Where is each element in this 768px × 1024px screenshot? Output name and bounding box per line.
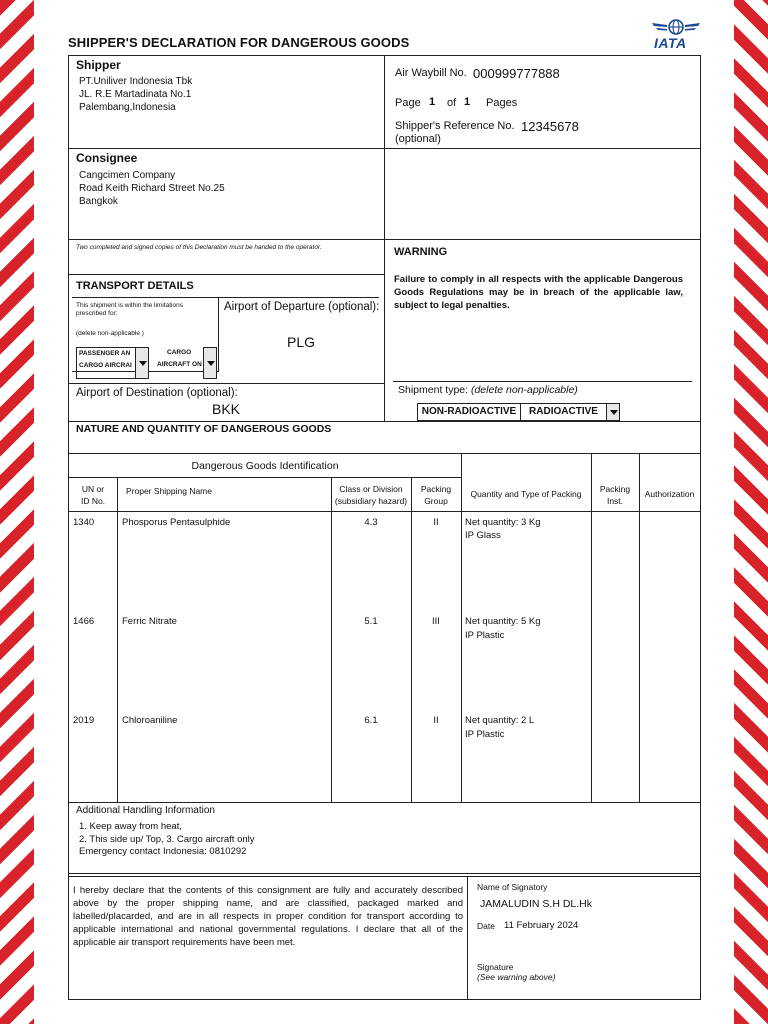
right-hazard-stripe: [734, 0, 768, 1024]
row-pack[interactable]: IP Plastic: [465, 630, 505, 641]
passenger-label-2: CARGO AIRCRAI: [79, 362, 132, 369]
shipment-type-label: [398, 384, 578, 396]
declaration-top-line: [69, 876, 700, 877]
shipment-type-note: (delete non-applicable): [470, 384, 578, 396]
col-header-pi-2: Inst.: [606, 496, 624, 506]
warning-body: Failure to comply in all respects with the applicable Dangerous Goods Regulations may be in breach of the applicable law, subject to legal penalties.: [394, 274, 683, 311]
table-bottom: [69, 802, 700, 803]
col-header-qty: Quantity and Type of Packing: [470, 489, 582, 499]
col-line-qty: [461, 453, 462, 802]
row-pg[interactable]: II: [433, 517, 439, 528]
radioactive-option[interactable]: RADIOACTIVE: [520, 403, 606, 421]
nature-heading-bottom-line: [69, 453, 700, 454]
col-header-class-2: (subsidiary hazard): [334, 496, 408, 506]
passenger-dropdown-icon[interactable]: [135, 347, 149, 379]
shipper-bottom-line: [69, 148, 700, 149]
row-name[interactable]: Chloroaniline: [122, 715, 178, 726]
delete-note: (delete non-applicable ): [76, 330, 144, 337]
destination-value[interactable]: BKK: [212, 401, 241, 417]
row-pack[interactable]: IP Glass: [465, 530, 501, 541]
col-header-pg-2: Group: [424, 496, 448, 506]
col-header-pg-1: Packing: [420, 484, 452, 494]
page-label: Page: [395, 97, 421, 109]
declaration-form: [68, 55, 701, 1000]
signatory-value[interactable]: JAMALUDIN S.H DL.Hk: [480, 898, 593, 910]
col-header-auth: Authorization: [644, 489, 695, 499]
iata-logo: [650, 18, 702, 52]
handling-line: Emergency contact Indonesia: 0810292: [79, 846, 247, 857]
row-un[interactable]: 2019: [73, 715, 95, 726]
row-un[interactable]: 1466: [73, 616, 95, 627]
row-class[interactable]: 6.1: [364, 715, 378, 726]
awb-label: Air Waybill No.: [395, 67, 467, 79]
signatory-label: Name of Signatory: [477, 882, 548, 892]
row-name[interactable]: Ferric Nitrate: [122, 616, 177, 627]
limits-note: This shipment is within the limitations prescribed for:: [76, 302, 183, 317]
row-qty[interactable]: Net quantity: 2 L: [465, 715, 535, 726]
departure-label: Airport of Departure (optional):: [224, 301, 380, 313]
col-header-class-1: Class or Division: [339, 484, 403, 494]
page-total[interactable]: 1: [464, 96, 471, 108]
row-pack[interactable]: IP Plastic: [465, 729, 505, 740]
ref-optional: (optional): [395, 133, 441, 145]
identification-heading: Dangerous Goods Identification: [191, 460, 339, 472]
row-qty[interactable]: Net quantity: 3 Kg: [465, 517, 541, 528]
ident-heading-line: [69, 477, 461, 478]
left-hazard-stripe: [0, 0, 34, 1024]
col-header-pi-1: Packing: [599, 484, 631, 494]
consignee-address: [79, 169, 225, 208]
col-header-un-2: ID No.: [80, 496, 106, 506]
handling-heading: Additional Handling Information: [76, 805, 215, 816]
cargo-only-select[interactable]: [153, 347, 205, 379]
handling-line: 1. Keep away from heat,: [79, 821, 182, 832]
page-number[interactable]: 1: [429, 96, 436, 108]
shipper-line: Palembang,Indonesia: [79, 102, 176, 113]
signature-label: Signature: [477, 962, 514, 972]
col-header-class: [331, 483, 411, 507]
non-radioactive-option[interactable]: NON-RADIOACTIVE: [417, 403, 521, 421]
signature-field[interactable]: [539, 958, 689, 988]
col-header-un: [69, 483, 117, 507]
declaration-text: I hereby declare that the contents of this consignment are fully and accurately described above by the proper shipping name, and are classified, packaged marked and labelled/placarded, and are in all respects in proper condition for transport according to applicable international and national governmental regulations. I declare that all of the applicable air transport requirements have been met.: [73, 885, 463, 948]
date-label: Date: [477, 921, 495, 931]
row-pg[interactable]: II: [433, 715, 439, 726]
table-header-bottom: [69, 511, 700, 512]
pages-label: Pages: [486, 97, 518, 109]
ref-value[interactable]: 12345678: [521, 119, 579, 134]
ref-label: Shipper's Reference No.: [395, 120, 515, 132]
shipper-line: JL. R.E Martadinata No.1: [79, 89, 192, 100]
consignee-heading: Consignee: [76, 151, 138, 165]
cargo-label-1: CARGO: [167, 349, 192, 356]
col-header-pg: [411, 483, 461, 507]
shipment-type-line: [393, 381, 692, 382]
departure-value[interactable]: PLG: [287, 334, 316, 350]
document-title: SHIPPER'S DECLARATION FOR DANGEROUS GOODS: [68, 35, 410, 50]
shipper-heading: Shipper: [76, 58, 121, 72]
col-line-name: [117, 477, 118, 802]
handling-line: 2. This side up/ Top, 3. Cargo aircraft only: [79, 833, 255, 845]
col-header-un-1: UN or: [81, 484, 105, 494]
row-un[interactable]: 1340: [73, 517, 95, 528]
cargo-dropdown-icon[interactable]: [203, 347, 217, 379]
radioactive-dropdown-icon[interactable]: [606, 403, 620, 421]
consignee-line: Cangcimen Company: [79, 170, 176, 181]
shipper-line: PT.Uniliver Indonesia Tbk: [79, 76, 193, 87]
destination-label: Airport of Destination (optional):: [76, 387, 238, 399]
col-header-name: Proper Shipping Name: [126, 486, 212, 496]
transport-heading-line: [72, 297, 379, 298]
copies-bottom-line: [69, 274, 384, 275]
row-pg[interactable]: III: [432, 616, 440, 627]
consignee-line: Bangkok: [79, 196, 118, 207]
consignee-bottom-line: [69, 239, 700, 240]
row-name[interactable]: Phosporus Pentasulphide: [122, 517, 231, 528]
transport-divider: [218, 297, 219, 371]
passenger-label-1: PASSENGER AN: [79, 350, 131, 357]
nature-heading: NATURE AND QUANTITY OF DANGEROUS GOODS: [76, 423, 332, 435]
date-value[interactable]: 11 February 2024: [504, 920, 579, 931]
handling-info[interactable]: [79, 821, 255, 859]
col-header-pi: [591, 483, 639, 507]
iata-logo-text: IATA: [654, 35, 687, 51]
warning-heading: WARNING: [394, 246, 448, 258]
handling-bottom-line: [69, 873, 700, 874]
consignee-line: Road Keith Richard Street No.25: [79, 183, 225, 194]
transport-bottom-line: [69, 383, 384, 384]
row-class[interactable]: 4.3: [364, 517, 378, 528]
shipper-address: [79, 75, 192, 114]
copies-note: Two completed and signed copies of this Declaration must be handed to the operator.: [76, 244, 322, 251]
col-line-auth: [639, 453, 640, 802]
cargo-label-2: AIRCRAFT ON: [157, 361, 202, 368]
row-qty[interactable]: Net quantity: 5 Kg: [465, 616, 541, 627]
of-label: of: [447, 97, 457, 109]
row-class[interactable]: 5.1: [364, 616, 378, 627]
signature-note: (See warning above): [477, 972, 556, 982]
awb-value[interactable]: 000999777888: [473, 66, 560, 81]
transport-heading: TRANSPORT DETAILS: [76, 280, 194, 292]
declaration-divider: [467, 876, 468, 1000]
passenger-cargo-select[interactable]: [76, 347, 136, 379]
nature-top-line: [69, 421, 700, 422]
shipment-type-text: Shipment type:: [398, 384, 469, 396]
